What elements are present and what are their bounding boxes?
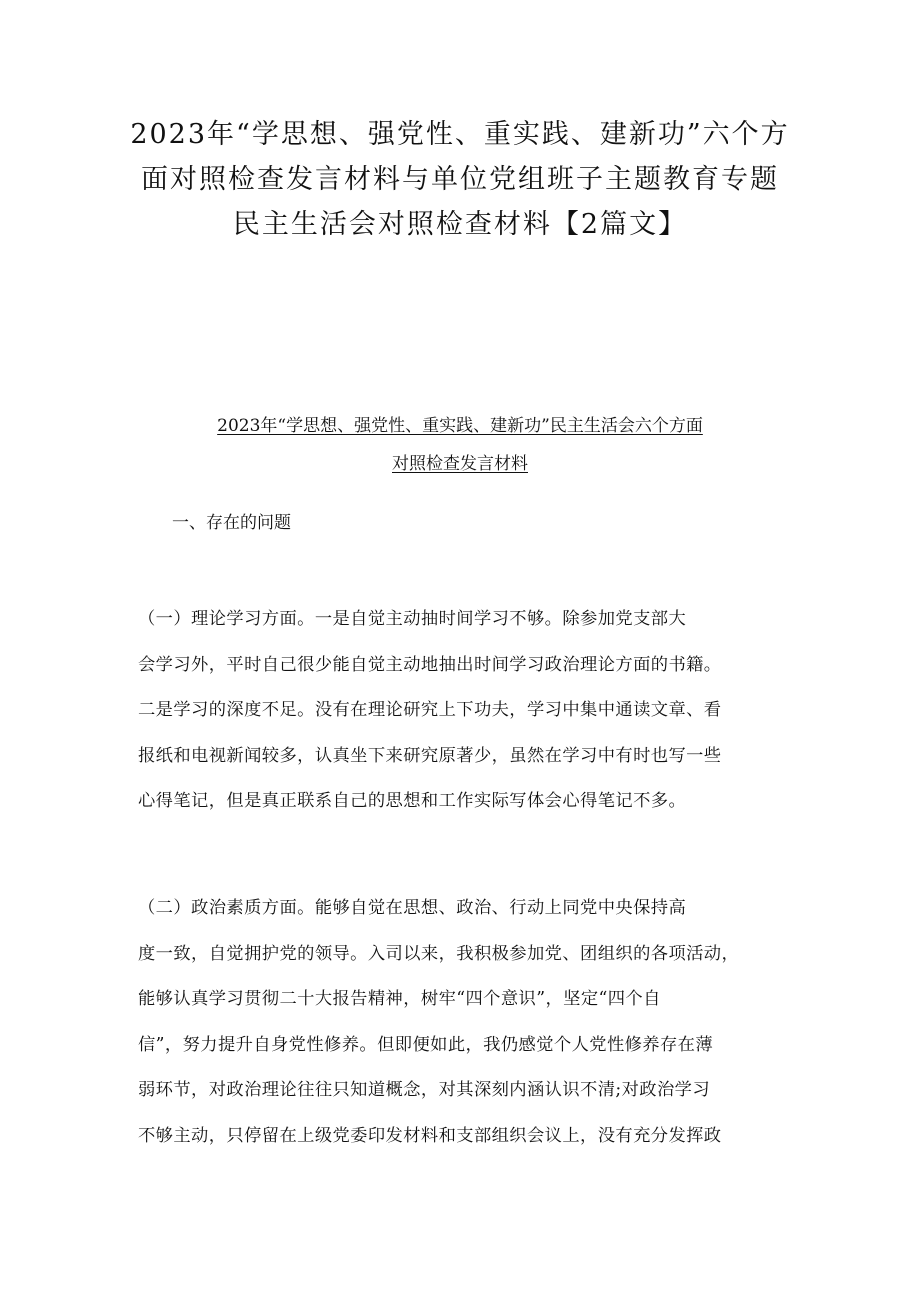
subtitle-line: 2023年“学思想、强党性、重实践、建新功”民主生活会六个方面 [217,416,703,436]
title-line: 民主生活会对照检查材料【2篇文】 [232,209,688,240]
title-line: 2023年“学思想、强党性、重实践、建新功”六个方 [130,119,790,150]
paragraph-line: 能够认真学习贯彻二十大报告精神，树牢“四个意识”，坚定“四个自 [138,989,661,1010]
paragraph-line: 度一致，自觉拥护党的领导。入司以来，我积极参加党、团组织的各项活动， [138,943,740,964]
paragraph-political-quality [138,886,794,1160]
paragraph-theory-study [138,597,794,825]
paragraph-line: 二是学习的深度不足。没有在理论研究上下功夫，学习中集中通读文章、看 [138,700,722,721]
paragraph-line: 不够主动，只停留在上级党委印发材料和支部组织会议上，没有充分发挥政 [138,1125,722,1146]
paragraph-line: 心得笔记，但是真正联系自己的思想和工作实际写体会心得笔记不多。 [138,791,687,812]
subtitle-line: 对照检查发言材料 [392,454,528,474]
document-title [100,112,820,247]
paragraph-line: 弱环节，对政治理论往往只知道概念，对其深刻内涵认识不清;对政治学习 [138,1080,711,1101]
section-heading: 一、存在的问题 [172,513,291,533]
paragraph-line: （一）理论学习方面。一是自觉主动抽时间学习不够。除参加党支部大 [138,609,687,629]
title-line: 面对照检查发言材料与单位党组班子主题教育专题 [141,164,779,195]
paragraph-line: 信”，努力提升自身党性修养。但即便如此，我仍感觉个人党性修养存在薄 [138,1034,714,1055]
paragraph-line: （二）政治素质方面。能够自觉在思想、政治、行动上同党中央保持高 [138,898,687,918]
paragraph-line: 会学习外，平时自己很少能自觉主动地抽出时间学习政治理论方面的书籍。 [138,654,722,675]
article-subtitle [110,407,810,483]
paragraph-line: 报纸和电视新闻较多，认真坐下来研究原著少，虽然在学习中有时也写一些 [138,745,722,766]
